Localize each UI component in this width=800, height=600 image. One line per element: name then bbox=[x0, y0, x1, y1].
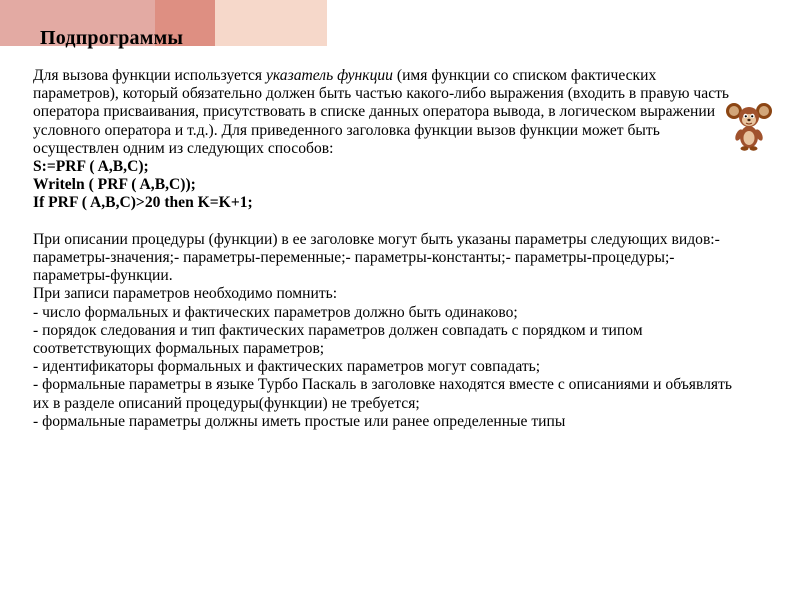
cheburashka-icon bbox=[726, 99, 772, 151]
code-line: S:=PRF ( A,B,C); bbox=[33, 158, 149, 176]
list-item: - формальные параметры должны иметь простые или ранее определенные типы bbox=[33, 412, 566, 430]
list-item: - порядок следования и тип фактических параметров должен совпадать с порядком и типом соответствующих формальных параметров; bbox=[33, 321, 643, 358]
slide-body bbox=[33, 67, 733, 431]
header-band-right bbox=[215, 0, 327, 46]
code-line: Writeln ( PRF ( A,B,C)); bbox=[33, 176, 196, 194]
slide-title: Подпрограммы bbox=[40, 27, 184, 49]
list-item: - формальные параметры в языке Турбо Паскаль в заголовке находятся вместе с описаниями и объявлять их в разделе описаний процедуры(функции) не требуется; bbox=[33, 376, 733, 412]
spacer bbox=[33, 213, 733, 231]
paragraph-function-call bbox=[33, 67, 733, 158]
emphasized-term: указатель функции bbox=[265, 67, 393, 84]
list-item: - идентификаторы формальных и фактических параметров могут совпадать; bbox=[33, 358, 541, 376]
paragraph-text: Для вызова функции используется bbox=[33, 67, 266, 84]
list-item: - число формальных и фактических параметров должно быть одинаково; bbox=[33, 303, 518, 321]
code-line: If PRF ( A,B,C)>20 then K=K+1; bbox=[33, 194, 253, 212]
paragraph-remember: При записи параметров необходимо помнить: bbox=[33, 285, 338, 303]
paragraph-text: (имя функции со списком фактических параметров), который обязательно должен быть частью какого-либо выражения (входить в правую часть оператора присваивания, присутствовать в списке данных оператора вывода, в логическом выражении условного оператора и т.д.). Для приведенного заголовка функции вызов функции может быть осуществлен одним из следующих способов: bbox=[33, 67, 730, 157]
paragraph-parameter-kinds: При описании процедуры (функции) в ее заголовке могут быть указаны параметры следующих видов:- параметры-значения;- параметры-переменные;- параметры-константы;- параметры-процедуры;- параметры-функции. bbox=[33, 230, 720, 285]
